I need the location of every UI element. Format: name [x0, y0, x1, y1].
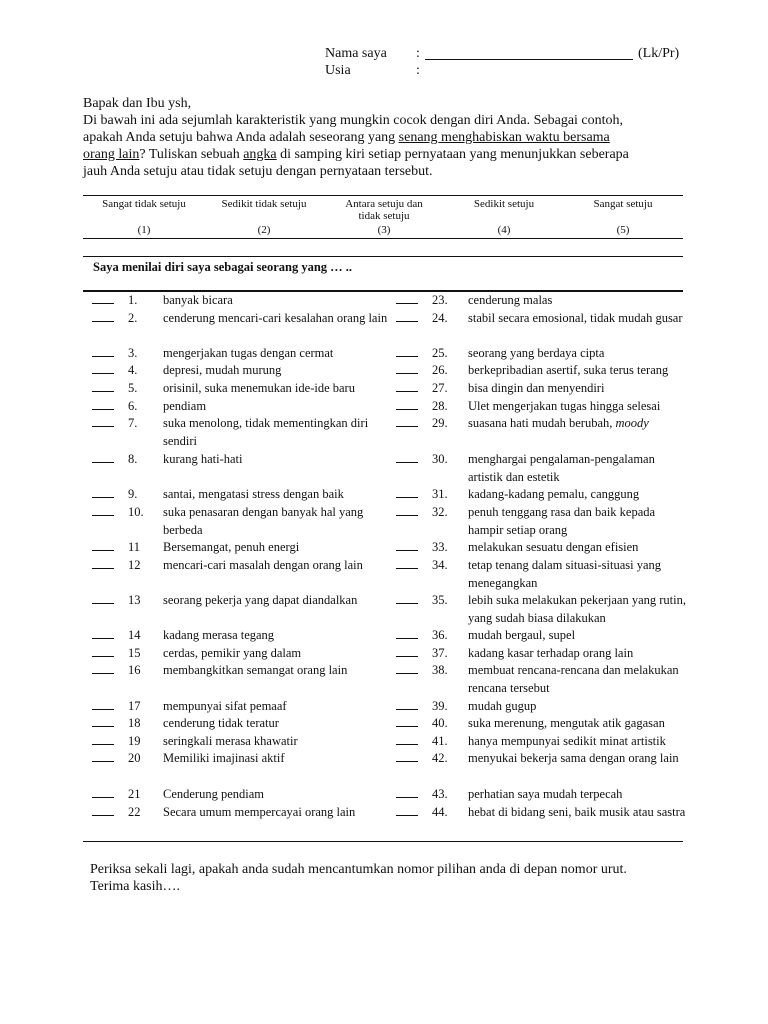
- item-number: 31.: [432, 487, 448, 501]
- item-text: pendiam: [163, 399, 207, 413]
- item-number: 37.: [432, 646, 448, 660]
- answer-blank[interactable]: [92, 627, 114, 639]
- item-number: 42.: [432, 751, 448, 765]
- item-number: 12: [128, 558, 141, 572]
- item-text: mempunyai sifat pemaaf: [163, 699, 287, 713]
- age-label: Usia: [325, 63, 351, 78]
- footer-line-1: Periksa sekali lagi, apakah anda sudah mencantumkan nomor pilihan anda di depan nomor urut.: [90, 862, 627, 877]
- item-text: kadang kasar terhadap orang lain: [468, 646, 634, 660]
- item-number: 11: [128, 540, 141, 554]
- item-text: mudah gugup: [468, 699, 537, 713]
- item-text: santai, mengatasi stress dengan baik: [163, 487, 344, 501]
- answer-blank[interactable]: [92, 539, 114, 551]
- item-text: membuat rencana-rencana dan melakukan rencana tersebut: [468, 663, 679, 695]
- item-number: 40.: [432, 716, 448, 730]
- item-text: orisinil, suka menemukan ide-ide baru: [163, 381, 355, 395]
- item-number: 1.: [128, 293, 138, 307]
- item-text: menyukai bekerja sama dengan orang lain: [468, 751, 679, 765]
- answer-blank[interactable]: [92, 698, 114, 710]
- item-text: penuh tenggang rasa dan baik kepada hampir setiap orang: [468, 505, 656, 537]
- item-number: 39.: [432, 699, 448, 713]
- item-text: hanya mempunyai sedikit minat artistik: [468, 734, 666, 748]
- scale-top-rule: [83, 195, 683, 196]
- section-top-rule: [83, 256, 683, 257]
- answer-blank[interactable]: [92, 486, 114, 498]
- answer-blank[interactable]: [92, 415, 114, 427]
- answer-blank[interactable]: [92, 750, 114, 762]
- item-text: banyak bicara: [163, 293, 233, 307]
- answer-blank[interactable]: [92, 786, 114, 798]
- scale-value-5: (5): [616, 224, 630, 236]
- intro-line-2: apakah Anda setuju bahwa Anda adalah seseorang yang senang menghabiskan waktu bersama: [83, 130, 610, 145]
- item-text: suka merenung, mengutak atik gagasan: [468, 716, 665, 730]
- item-number: 41.: [432, 734, 448, 748]
- answer-blank[interactable]: [92, 398, 114, 410]
- item-number: 28.: [432, 399, 448, 413]
- scale-bottom-rule: [83, 238, 683, 239]
- answer-blank[interactable]: [396, 662, 418, 674]
- answer-blank[interactable]: [396, 627, 418, 639]
- answer-blank[interactable]: [396, 539, 418, 551]
- answer-blank[interactable]: [396, 592, 418, 604]
- item-number: 19: [128, 734, 141, 748]
- answer-blank[interactable]: [92, 504, 114, 516]
- item-text: bisa dingin dan menyendiri: [468, 381, 605, 395]
- item-text: melakukan sesuatu dengan efisien: [468, 540, 639, 554]
- item-text: mudah bergaul, supel: [468, 628, 576, 642]
- item-number: 22: [128, 805, 141, 819]
- answer-blank[interactable]: [92, 592, 114, 604]
- item-number: 5.: [128, 381, 138, 395]
- item-number: 18: [128, 716, 141, 730]
- answer-blank[interactable]: [92, 362, 114, 374]
- item-text: lebih suka melakukan pekerjaan yang rutin, yang sudah biasa dilakukan: [468, 593, 686, 625]
- answer-blank[interactable]: [92, 715, 114, 727]
- item-number: 14: [128, 628, 141, 642]
- item-text: membangkitkan semangat orang lain: [163, 663, 348, 677]
- item-number: 24.: [432, 311, 448, 325]
- item-number: 27.: [432, 381, 448, 395]
- item-number: 23.: [432, 293, 448, 307]
- answer-blank[interactable]: [396, 486, 418, 498]
- scale-value-4: (4): [497, 224, 511, 236]
- item-text: Memiliki imajinasi aktif: [163, 751, 285, 765]
- answer-blank[interactable]: [92, 662, 114, 674]
- item-text: perhatian saya mudah terpecah: [468, 787, 623, 801]
- item-number: 3.: [128, 346, 138, 360]
- item-number: 33.: [432, 540, 448, 554]
- name-field[interactable]: [425, 59, 633, 60]
- answer-blank[interactable]: [92, 292, 114, 304]
- item-number: 16: [128, 663, 141, 677]
- item-text: suasana hati mudah berubah, moody: [468, 416, 649, 430]
- item-number: 21: [128, 787, 141, 801]
- item-text: kadang merasa tegang: [163, 628, 275, 642]
- scale-label-2: Sedikit tidak setuju: [221, 198, 307, 210]
- item-number: 9.: [128, 487, 138, 501]
- answer-blank[interactable]: [396, 645, 418, 657]
- item-text: tetap tenang dalam situasi-situasi yang menegangkan: [468, 558, 662, 590]
- age-colon: :: [416, 63, 420, 78]
- item-text: suka menolong, tidak mementingkan diri sendiri: [163, 416, 369, 448]
- item-number: 13: [128, 593, 141, 607]
- item-number: 43.: [432, 787, 448, 801]
- item-number: 2.: [128, 311, 138, 325]
- answer-blank[interactable]: [396, 786, 418, 798]
- item-text: berkepribadian asertif, suka terus terang: [468, 363, 669, 377]
- answer-blank[interactable]: [396, 557, 418, 569]
- gender-suffix: (Lk/Pr): [638, 46, 680, 61]
- item-text: mencari-cari masalah dengan orang lain: [163, 558, 363, 572]
- item-text: seorang pekerja yang dapat diandalkan: [163, 593, 358, 607]
- item-number: 17: [128, 699, 141, 713]
- item-text: cenderung mencari-cari kesalahan orang lain: [163, 311, 388, 325]
- item-text: depresi, mudah murung: [163, 363, 282, 377]
- item-text: Secara umum mempercayai orang lain: [163, 805, 356, 819]
- item-text: cenderung malas: [468, 293, 553, 307]
- answer-blank[interactable]: [92, 645, 114, 657]
- item-number: 15: [128, 646, 141, 660]
- item-number: 25.: [432, 346, 448, 360]
- item-text: Bersemangat, penuh energi: [163, 540, 300, 554]
- item-number: 26.: [432, 363, 448, 377]
- list-bottom-rule: [83, 841, 683, 842]
- answer-blank[interactable]: [396, 398, 418, 410]
- intro-line-1: Di bawah ini ada sejumlah karakteristik yang mungkin cocok dengan diri Anda. Sebagai contoh,: [83, 113, 624, 128]
- scale-value-2: (2): [257, 224, 271, 236]
- item-text: menghargai pengalaman-pengalaman artistik dan estetik: [468, 452, 655, 484]
- scale-value-1: (1): [137, 224, 151, 236]
- item-text: hebat di bidang seni, baik musik atau sastra: [468, 805, 686, 819]
- item-text: cerdas, pemikir yang dalam: [163, 646, 302, 660]
- answer-blank[interactable]: [396, 345, 418, 357]
- footer-line-2: Terima kasih….: [90, 879, 180, 894]
- answer-blank[interactable]: [396, 804, 418, 816]
- answer-blank[interactable]: [396, 750, 418, 762]
- answer-blank[interactable]: [92, 804, 114, 816]
- item-number: 4.: [128, 363, 138, 377]
- answer-blank[interactable]: [92, 733, 114, 745]
- answer-blank[interactable]: [92, 380, 114, 392]
- item-text: seorang yang berdaya cipta: [468, 346, 605, 360]
- item-number: 38.: [432, 663, 448, 677]
- item-number: 20: [128, 751, 141, 765]
- item-text: Cenderung pendiam: [163, 787, 265, 801]
- item-number: 6.: [128, 399, 138, 413]
- scale-label-1: Sangat tidak setuju: [102, 198, 186, 210]
- answer-blank[interactable]: [396, 504, 418, 516]
- item-number: 8.: [128, 452, 138, 466]
- scale-label-3: Antara setuju dan tidak setuju: [345, 198, 423, 222]
- item-number: 34.: [432, 558, 448, 572]
- item-number: 29.: [432, 416, 448, 430]
- scale-label-4: Sedikit setuju: [473, 198, 535, 210]
- answer-blank[interactable]: [396, 733, 418, 745]
- scale-label-5: Sangat setuju: [593, 198, 653, 210]
- answer-blank[interactable]: [92, 557, 114, 569]
- item-text: mengerjakan tugas dengan cermat: [163, 346, 334, 360]
- answer-blank[interactable]: [92, 310, 114, 322]
- item-text: kurang hati-hati: [163, 452, 243, 466]
- answer-blank[interactable]: [396, 362, 418, 374]
- item-number: 35.: [432, 593, 448, 607]
- answer-blank[interactable]: [396, 451, 418, 463]
- item-number: 7.: [128, 416, 138, 430]
- name-label: Nama saya: [325, 46, 387, 61]
- greeting: Bapak dan Ibu ysh,: [83, 96, 192, 111]
- scale-value-3: (3): [377, 224, 391, 236]
- item-text: stabil secara emosional, tidak mudah gusar: [468, 311, 683, 325]
- answer-blank[interactable]: [396, 715, 418, 727]
- item-number: 10.: [128, 505, 144, 519]
- item-text: cenderung tidak teratur: [163, 716, 279, 730]
- answer-blank[interactable]: [396, 698, 418, 710]
- name-colon: :: [416, 46, 420, 61]
- section-title: Saya menilai diri saya sebagai seorang yang … ..: [93, 260, 353, 274]
- item-number: 44.: [432, 805, 448, 819]
- item-text: seringkali merasa khawatir: [163, 734, 298, 748]
- answer-blank[interactable]: [396, 380, 418, 392]
- item-number: 36.: [432, 628, 448, 642]
- item-text: kadang-kadang pemalu, canggung: [468, 487, 640, 501]
- intro-line-4: jauh Anda setuju atau tidak setuju dengan pernyataan tersebut.: [83, 164, 433, 179]
- intro-line-3: orang lain? Tuliskan sebuah angka di samping kiri setiap pernyataan yang menunjukkan seberapa: [83, 147, 629, 162]
- answer-blank[interactable]: [396, 310, 418, 322]
- answer-blank[interactable]: [396, 292, 418, 304]
- item-text: suka penasaran dengan banyak hal yang berbeda: [163, 505, 364, 537]
- item-text: Ulet mengerjakan tugas hingga selesai: [468, 399, 661, 413]
- item-number: 30.: [432, 452, 448, 466]
- answer-blank[interactable]: [92, 345, 114, 357]
- answer-blank[interactable]: [396, 415, 418, 427]
- answer-blank[interactable]: [92, 451, 114, 463]
- item-number: 32.: [432, 505, 448, 519]
